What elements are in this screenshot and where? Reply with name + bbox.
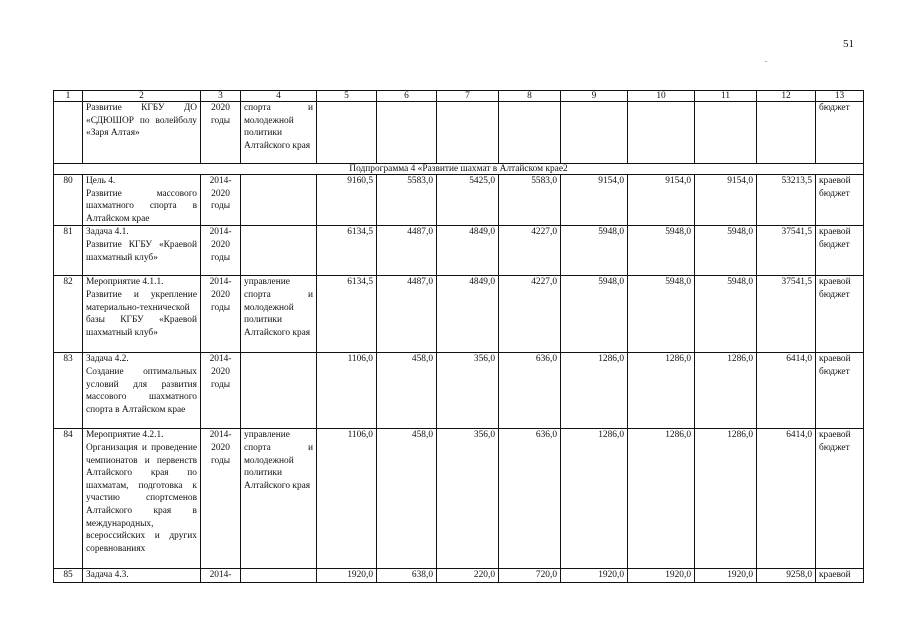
row-executor: спорта и молодежной политики Алтайского края [241, 102, 317, 164]
row-description: Мероприятие 4.2.1. Организация и проведение чемпионатов и первенств Алтайского края по шахматам, подготовка к участию спортсменов Алтайского края в международных, всероссийских и других соревнованиях [86, 430, 197, 554]
row-number: 85 [54, 569, 83, 583]
value-col-7: 4849,0 [437, 226, 499, 276]
column-header: 5 [317, 91, 377, 102]
value-col-5 [317, 102, 377, 164]
row-executor [241, 353, 317, 429]
column-header: 11 [695, 91, 757, 102]
value-col-12: 9258,0 [757, 569, 816, 583]
value-col-8: 4227,0 [499, 276, 561, 353]
subprogram-row [54, 164, 864, 175]
funding-source: краевой бюджет [816, 353, 864, 429]
table-row [54, 226, 864, 276]
row-executor [241, 175, 317, 226]
row-description: Задача 4.1. Развитие КГБУ «Краевой шахматный клуб» [86, 227, 197, 263]
value-col-12: 37541,5 [757, 276, 816, 353]
column-header: 8 [499, 91, 561, 102]
row-description: Цель 4. Развитие массового шахматного спорта в Алтайском крае [86, 176, 197, 224]
value-col-5: 1920,0 [317, 569, 377, 583]
page-number: 51 [843, 38, 854, 50]
table-row [54, 102, 864, 164]
value-col-9: 1920,0 [561, 569, 628, 583]
value-col-6: 458,0 [377, 429, 437, 569]
column-header: 4 [241, 91, 317, 102]
value-col-11: 1286,0 [695, 429, 757, 569]
row-executor [241, 569, 317, 583]
row-number: 80 [54, 175, 83, 226]
value-col-7 [437, 102, 499, 164]
row-executor: управление спорта и молодежной политики Алтайского края [241, 429, 317, 569]
value-col-12: 6414,0 [757, 353, 816, 429]
table-row [54, 175, 864, 226]
value-col-9: 5948,0 [561, 226, 628, 276]
value-col-6: 638,0 [377, 569, 437, 583]
column-header: 2 [83, 91, 201, 102]
value-col-8: 720,0 [499, 569, 561, 583]
column-header: 1 [54, 91, 83, 102]
value-col-11: 5948,0 [695, 226, 757, 276]
value-col-10: 9154,0 [628, 175, 695, 226]
funding-source: краевой бюджет [816, 429, 864, 569]
row-description: Задача 4.2. Создание оптимальных условий для развития массового шахматного спорта в Алтайском крае [86, 354, 197, 415]
value-col-9: 1286,0 [561, 429, 628, 569]
subprogram-heading: Подпрограмма 4 «Развитие шахмат в Алтайском крае2 [54, 164, 864, 175]
value-col-11 [695, 102, 757, 164]
table-row [54, 276, 864, 353]
table-row [54, 429, 864, 569]
funding-source: краевой [816, 569, 864, 583]
row-number: 82 [54, 276, 83, 353]
value-col-9: 9154,0 [561, 175, 628, 226]
value-col-6: 4487,0 [377, 226, 437, 276]
value-col-8: 636,0 [499, 429, 561, 569]
value-col-9 [561, 102, 628, 164]
value-col-8: 5583,0 [499, 175, 561, 226]
column-header: 3 [201, 91, 241, 102]
value-col-5: 1106,0 [317, 353, 377, 429]
row-number [54, 102, 83, 164]
value-col-12: 53213,5 [757, 175, 816, 226]
funding-source: краевой бюджет [816, 276, 864, 353]
value-col-6: 5583,0 [377, 175, 437, 226]
value-col-6: 458,0 [377, 353, 437, 429]
value-col-10: 5948,0 [628, 226, 695, 276]
row-number: 84 [54, 429, 83, 569]
value-col-11: 1920,0 [695, 569, 757, 583]
value-col-11: 1286,0 [695, 353, 757, 429]
value-col-9: 1286,0 [561, 353, 628, 429]
row-years: 2020 годы [210, 103, 231, 126]
value-col-8: 636,0 [499, 353, 561, 429]
value-col-11: 5948,0 [695, 276, 757, 353]
value-col-10: 1286,0 [628, 353, 695, 429]
value-col-12: 6414,0 [757, 429, 816, 569]
column-header: 7 [437, 91, 499, 102]
value-col-7: 5425,0 [437, 175, 499, 226]
column-header: 9 [561, 91, 628, 102]
funding-source: бюджет [816, 102, 864, 164]
value-col-10: 1920,0 [628, 569, 695, 583]
column-header: 6 [377, 91, 437, 102]
column-header: 12 [757, 91, 816, 102]
row-years: 2014- 2020 годы [209, 354, 232, 390]
value-col-12: 37541,5 [757, 226, 816, 276]
value-col-10: 5948,0 [628, 276, 695, 353]
funding-source: краевой бюджет [816, 226, 864, 276]
value-col-11: 9154,0 [695, 175, 757, 226]
value-col-9: 5948,0 [561, 276, 628, 353]
row-years: 2014- [209, 570, 232, 581]
value-col-7: 4849,0 [437, 276, 499, 353]
value-col-5: 1106,0 [317, 429, 377, 569]
value-col-6 [377, 102, 437, 164]
funding-source: краевой бюджет [816, 175, 864, 226]
row-description: Развитие КГБУ ДО «СДЮШОР по волейболу «Заря Алтая» [86, 103, 197, 139]
column-header: 13 [816, 91, 864, 102]
row-years: 2014- 2020 годы [209, 227, 232, 263]
value-col-7: 356,0 [437, 429, 499, 569]
value-col-10: 1286,0 [628, 429, 695, 569]
value-col-12 [757, 102, 816, 164]
column-header: 10 [628, 91, 695, 102]
row-number: 83 [54, 353, 83, 429]
value-col-8: 4227,0 [499, 226, 561, 276]
value-col-5: 6134,5 [317, 226, 377, 276]
column-number-row [54, 91, 864, 102]
scan-speck [765, 61, 767, 62]
value-col-7: 356,0 [437, 353, 499, 429]
row-description: Мероприятие 4.1.1. Развитие и укрепление материально-технической базы КГБУ «Краевой шахматный клуб» [86, 277, 197, 338]
value-col-7: 220,0 [437, 569, 499, 583]
table-row [54, 353, 864, 429]
value-col-10 [628, 102, 695, 164]
row-number: 81 [54, 226, 83, 276]
value-col-6: 4487,0 [377, 276, 437, 353]
value-col-8 [499, 102, 561, 164]
row-executor [241, 226, 317, 276]
value-col-5: 6134,5 [317, 276, 377, 353]
row-years: 2014- 2020 годы [209, 277, 232, 313]
row-description: Задача 4.3. [86, 570, 129, 581]
budget-table [53, 90, 864, 583]
row-years: 2014- 2020 годы [209, 176, 232, 212]
value-col-5: 9160,5 [317, 175, 377, 226]
row-years: 2014- 2020 годы [209, 430, 232, 466]
table-row [54, 569, 864, 583]
row-executor: управление спорта и молодежной политики Алтайского края [241, 276, 317, 353]
